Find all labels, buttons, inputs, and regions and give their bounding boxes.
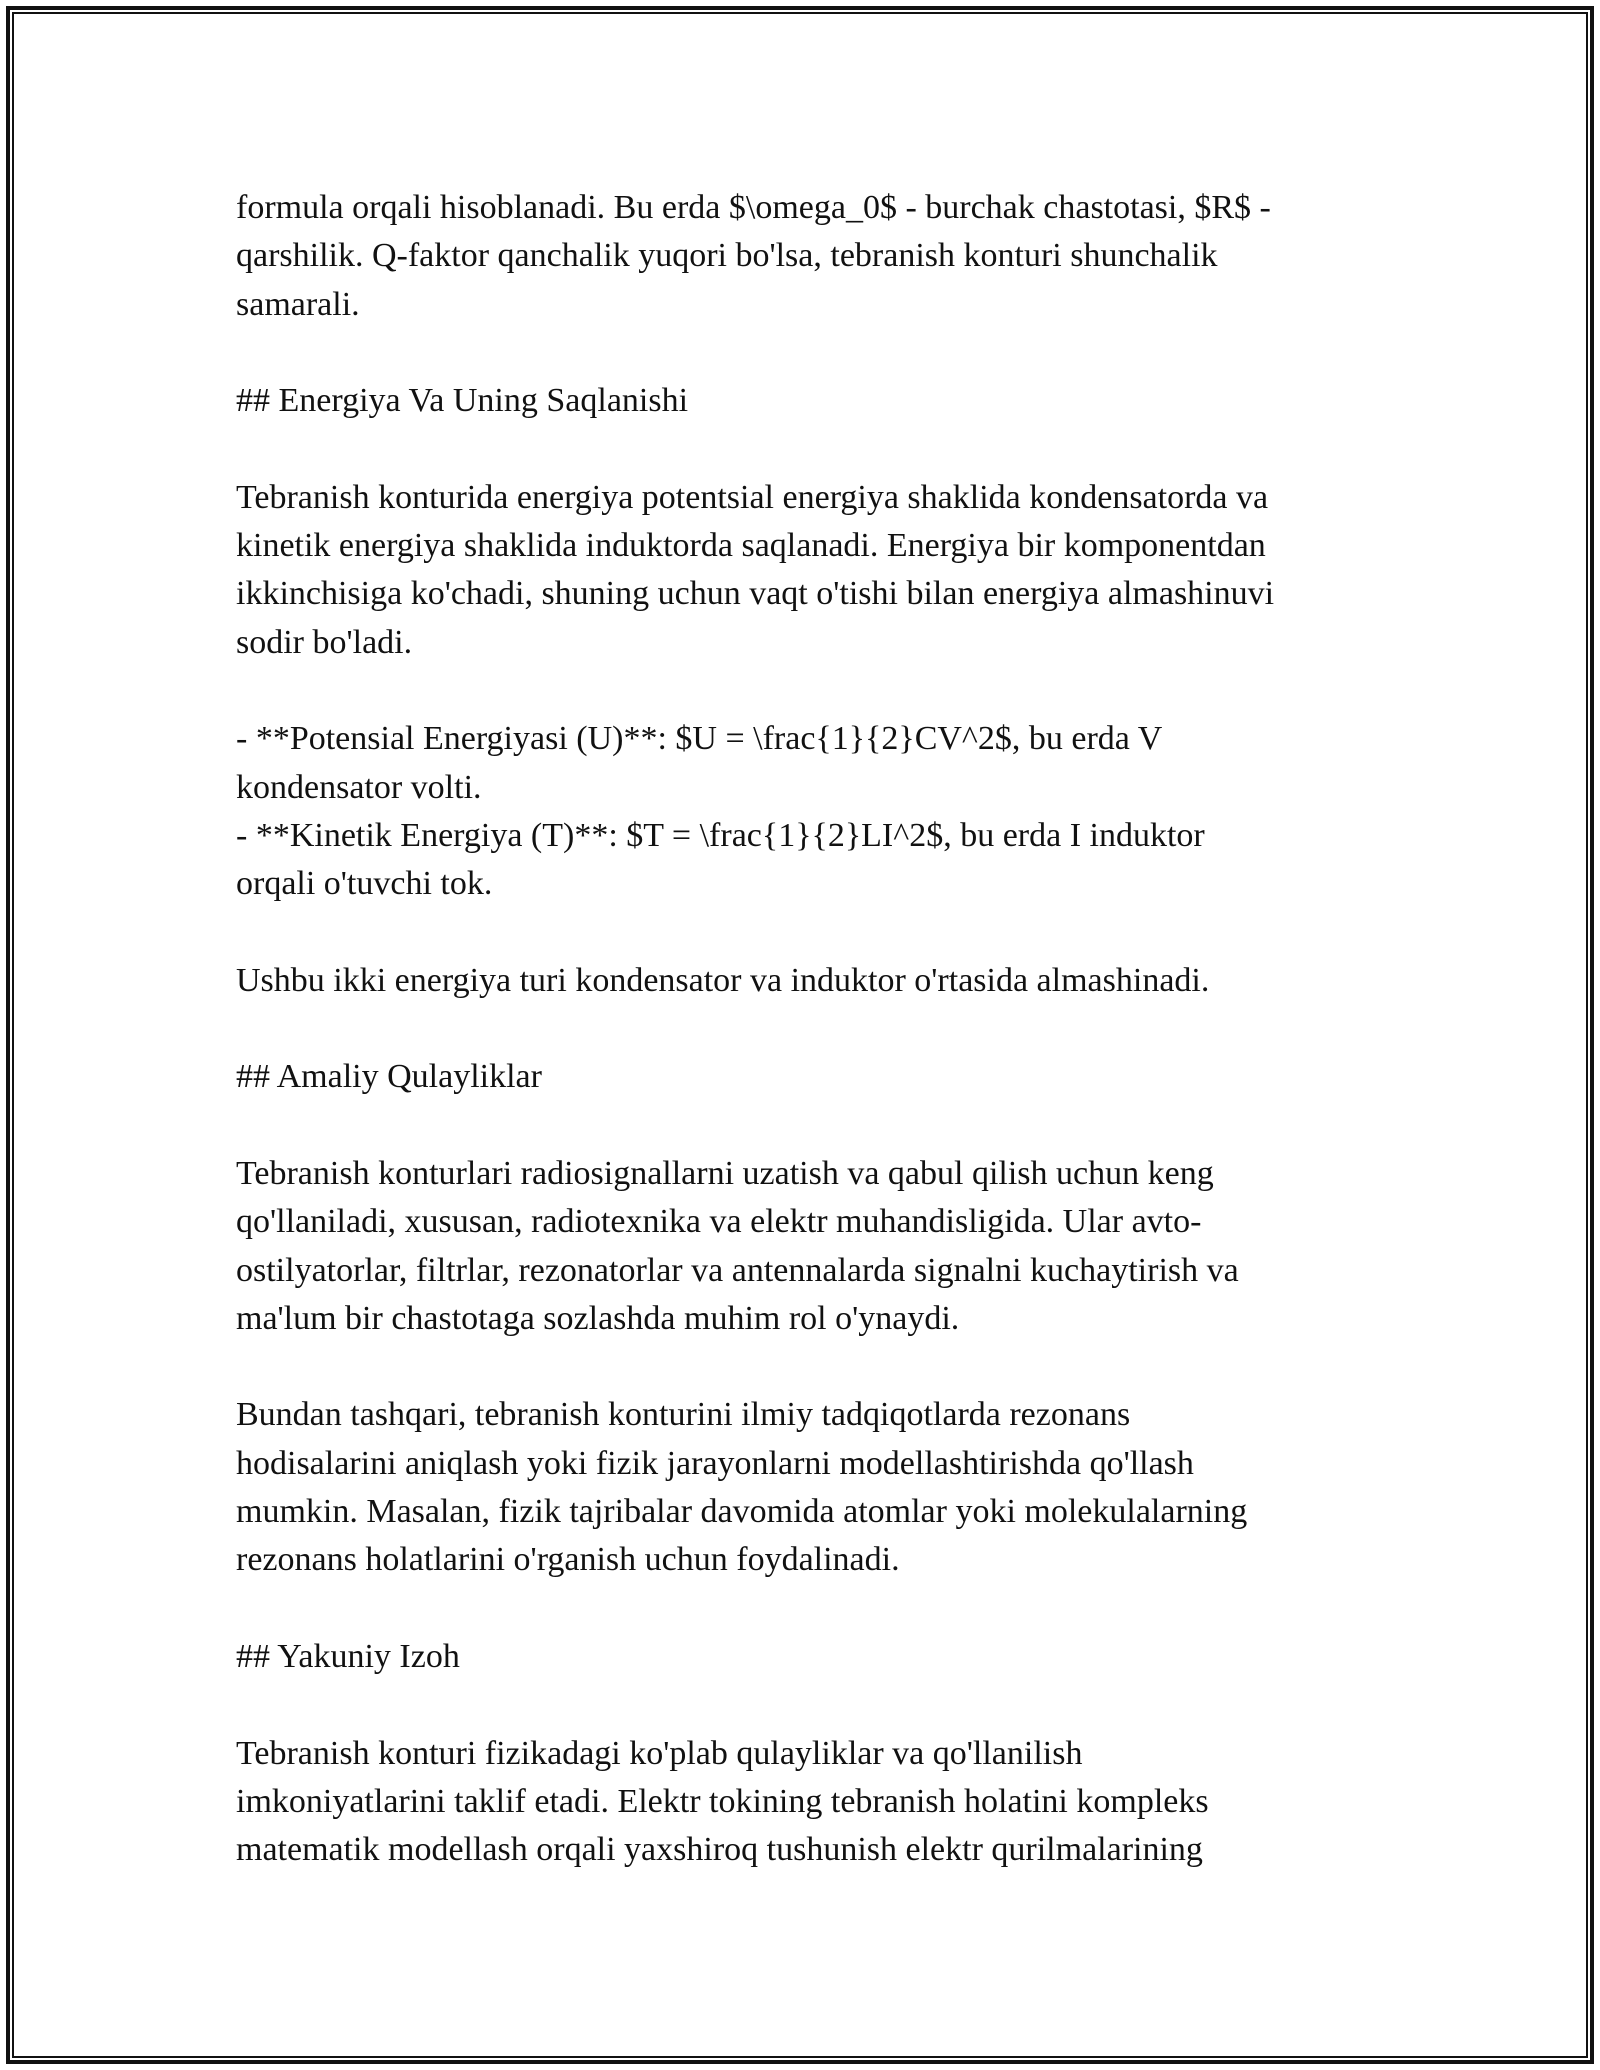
paragraph-energy-storage: Tebranish konturida energiya potentsial energiya shaklida kondensatorda va kinetik energiya shaklida induktorda saqlanadi. Energiya bir komponentdan ikkinchisiga ko'chadi, shuning uchun vaqt o'tishi bilan energiya almashinuvi sodir bo'ladi. (236, 478, 1275, 661)
heading-energiya: ## Energiya Va Uning Saqlanishi (236, 382, 689, 420)
document-body (236, 184, 1366, 1923)
heading-amaliy: ## Amaliy Qulayliklar (236, 1058, 542, 1096)
paragraph-conclusion: Tebranish konturi fizikadagi ko'plab qulayliklar va qo'llanilish imkoniyatlarini taklif etadi. Elektr tokining tebranish holatini kompleks matematik modellash orqali yaxshiroq tushunish elektr qurilmalarining (236, 1734, 1209, 1869)
paragraph-applications: Tebranish konturlari radiosignallarni uzatish va qabul qilish uchun keng qo'llaniladi, xususan, radiotexnika va elektr muhandisligida. Ular avto- ostilyatorlar, filtrlar, rezonatorlar va antennalarda signalni kuchaytirish va ma'lum bir chastotaga sozlashda muhim rol o'ynaydi. (236, 1154, 1239, 1337)
paragraph-q-factor: formula orqali hisoblanadi. Bu erda $\omega_0$ - burchak chastotasi, $R$ - qarshilik. Q-faktor qanchalik yuqori bo'lsa, tebranish konturi shunchalik samarali. (236, 189, 1271, 323)
paragraph-energy-exchange: Ushbu ikki energiya turi kondensator va induktor o'rtasida almashinadi. (236, 961, 1210, 999)
heading-yakuniy: ## Yakuniy Izoh (236, 1637, 460, 1675)
paragraph-research: Bundan tashqari, tebranish konturini ilmiy tadqiqotlarda rezonans hodisalarini aniqlash yoki fizik jarayonlarni modellashtirishda qo'llash mumkin. Masalan, fizik tajribalar davomida atomlar yoki molekulalarning rezonans holatlarini o'rganish uchun foydalinadi. (236, 1396, 1248, 1579)
energy-formula-list: - **Potensial Energiyasi (U)**: $U = \frac{1}{2}CV^2$, bu erda V kondensator volti. - **Kinetik Energiya (T)**: $T = \frac{1}{2}LI^2$, bu erda I induktor orqali o'tuvchi tok. (236, 720, 1205, 903)
